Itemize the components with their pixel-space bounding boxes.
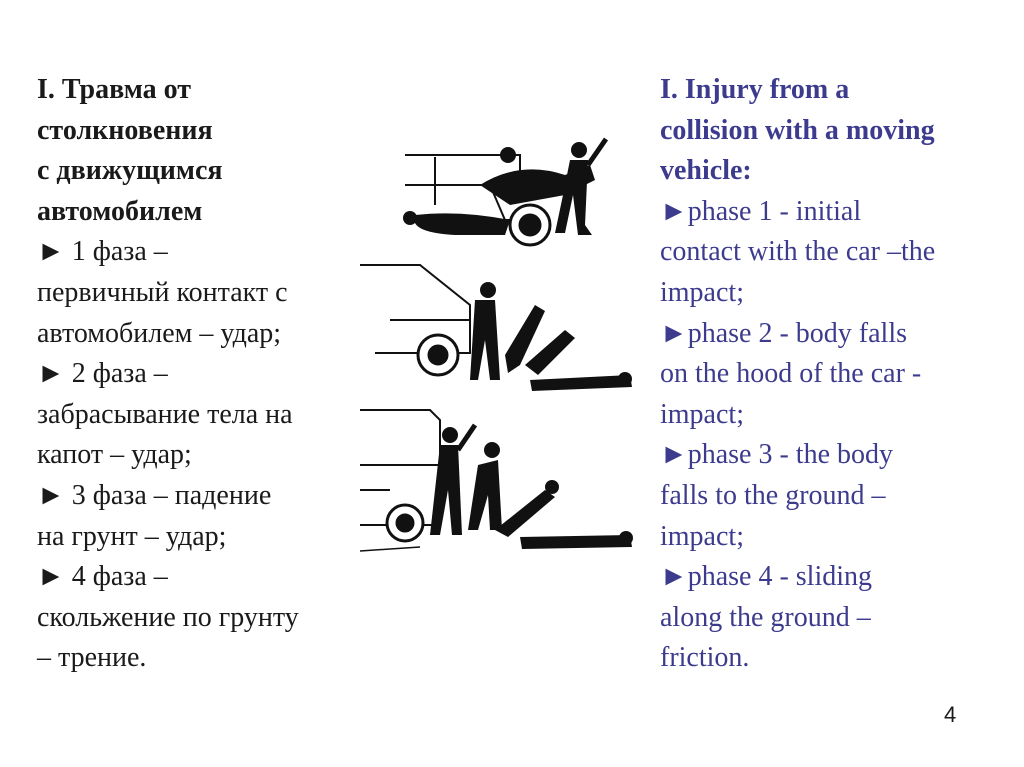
title-line: столкновения — [37, 114, 213, 146]
collision-phases-illustration — [360, 125, 650, 555]
body-line: on the hood of the car - — [660, 358, 922, 390]
body-line: на грунт – удар; — [37, 520, 227, 552]
body-line: забрасывание тела на — [37, 398, 293, 430]
body-line: ► 2 фаза – — [37, 358, 168, 390]
body-line: – трение. — [37, 642, 147, 674]
body-line: ►phase 3 - the body — [660, 439, 893, 471]
body-line: impact; — [660, 276, 744, 308]
body-line: автомобилем – удар; — [37, 317, 282, 349]
body-line: скольжение по грунту — [37, 601, 299, 633]
russian-text-column — [37, 70, 367, 679]
title-line: автомобилем — [37, 195, 203, 227]
title-line: vehicle: — [660, 155, 752, 187]
body-line: первичный контакт с — [37, 276, 288, 308]
body-line: along the ground – — [660, 601, 871, 633]
body-line: ►phase 4 - sliding — [660, 561, 873, 593]
body-line: ►phase 1 - initial — [660, 195, 862, 227]
phase-3-4-illustration — [360, 410, 633, 551]
title-line: collision with a moving — [660, 114, 935, 146]
body-line: impact; — [660, 520, 744, 552]
body-line: impact; — [660, 398, 744, 430]
body-line: falls to the ground – — [660, 479, 886, 511]
body-line: капот – удар; — [37, 439, 192, 471]
body-line: contact with the car –the — [660, 236, 936, 268]
body-line: ► 3 фаза – падение — [37, 479, 272, 511]
body-line: ► 1 фаза – — [37, 236, 168, 268]
title-line: I. Травма от — [37, 74, 191, 105]
body-line: ►phase 2 - body falls — [660, 317, 907, 349]
phase-1-illustration — [403, 139, 606, 245]
title-line: I. Injury from a — [660, 74, 850, 105]
english-text-column — [660, 70, 1010, 679]
title-line: с движущимся — [37, 155, 223, 187]
body-line: friction. — [660, 642, 750, 674]
body-line: ► 4 фаза – — [37, 561, 168, 593]
page-number: 4 — [944, 702, 957, 727]
phase-2-illustration — [360, 265, 632, 391]
